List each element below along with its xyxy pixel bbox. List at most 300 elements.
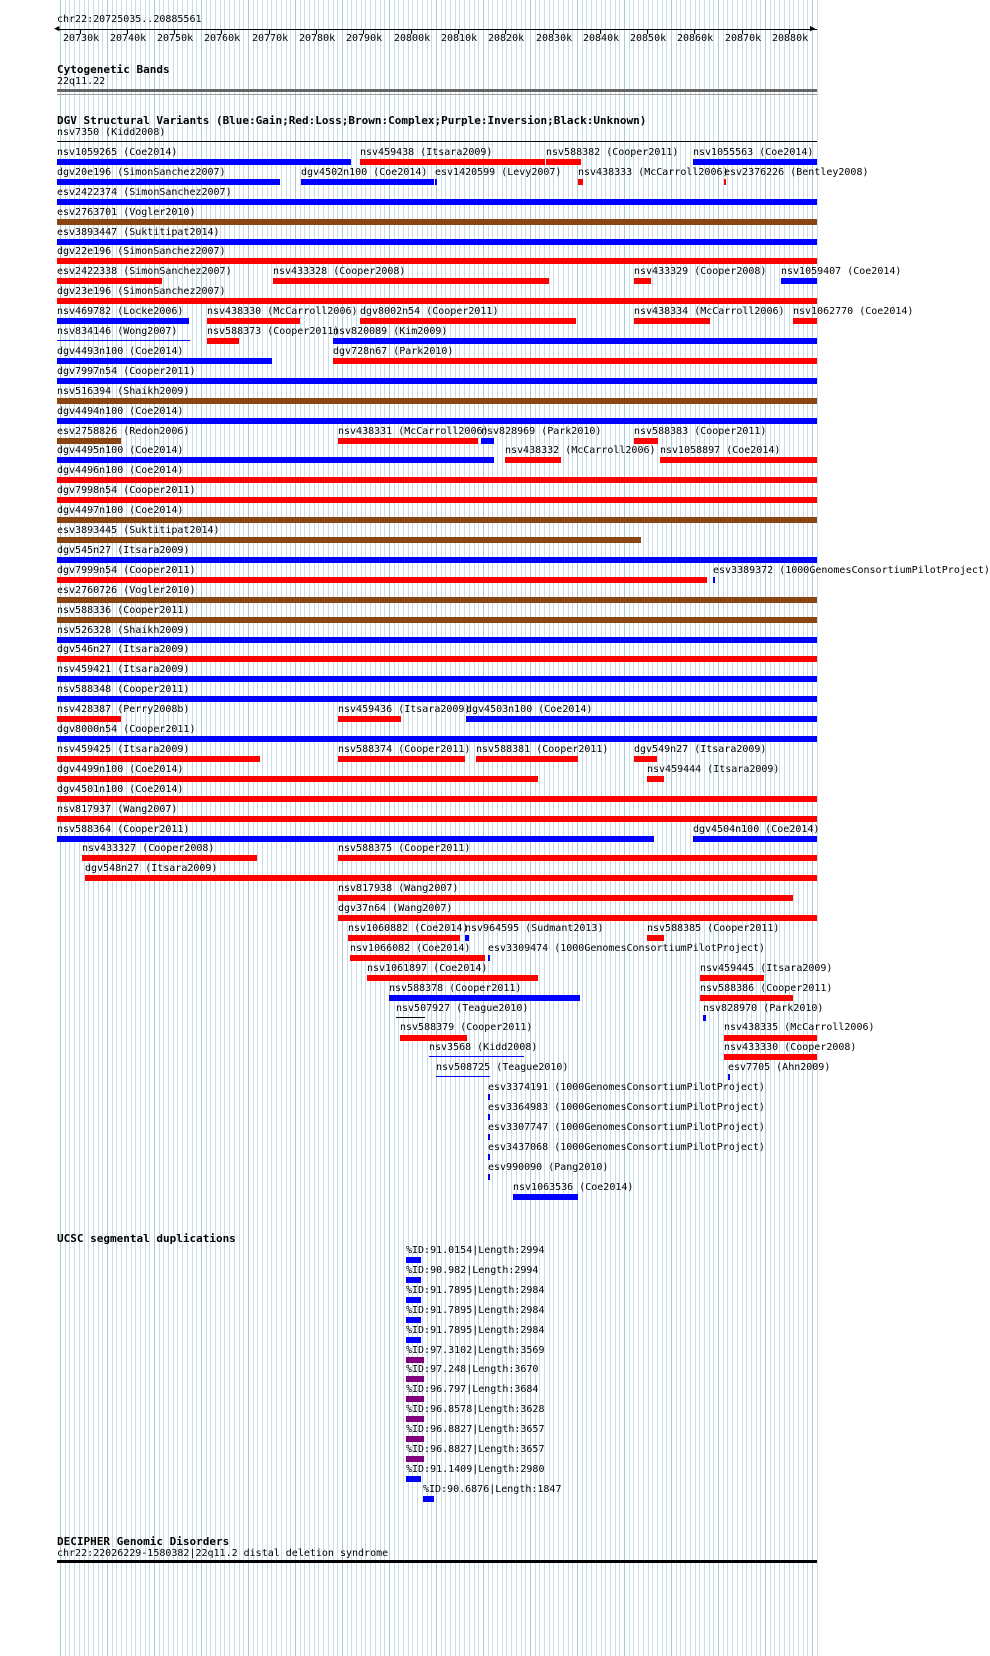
dgv-feature-label[interactable]: nsv507927 (Teague2010) xyxy=(396,1003,529,1014)
dgv-feature-bar[interactable] xyxy=(647,776,664,782)
gridline xyxy=(586,0,587,1656)
dgv-feature-bar[interactable] xyxy=(436,1076,490,1077)
dgv-feature-bar[interactable] xyxy=(724,1035,817,1041)
gridline xyxy=(342,0,343,1656)
dgv-feature-label[interactable]: esv3893447 (Suktitipat2014) xyxy=(57,227,220,238)
ruler-tick-label: 20860k xyxy=(677,33,714,44)
dgv-feature-label[interactable]: dgv549n27 (Itsara2009) xyxy=(634,744,767,755)
segdup-feature-bar[interactable] xyxy=(406,1357,424,1363)
dgv-feature-label[interactable]: nsv817937 (Wang2007) xyxy=(57,804,178,815)
decipher-feature-label[interactable]: chr22:22026229-1580382|22q11.2 distal deletion syndrome xyxy=(57,1548,389,1559)
dgv-feature-label[interactable]: dgv37n64 (Wang2007) xyxy=(338,903,453,914)
dgv-feature-bar[interactable] xyxy=(57,617,817,623)
ruler-tick-label: 20770k xyxy=(252,33,289,44)
dgv-feature-bar[interactable] xyxy=(57,836,654,842)
dgv-feature-bar[interactable] xyxy=(338,915,817,921)
dgv-feature-label[interactable]: dgv548n27 (Itsara2009) xyxy=(85,863,218,874)
dgv-feature-bar[interactable] xyxy=(476,756,578,762)
gridline xyxy=(549,0,550,1656)
dgv-feature-label[interactable]: nsv459425 (Itsara2009) xyxy=(57,744,190,755)
dgv-feature-bar[interactable] xyxy=(207,338,239,344)
segdup-feature-label[interactable]: %ID:96.8578|Length:3628 xyxy=(406,1404,545,1415)
dgv-feature-bar[interactable] xyxy=(57,378,817,384)
gridline xyxy=(328,0,329,1656)
dgv-feature-bar[interactable] xyxy=(57,457,494,463)
dgv-feature-label[interactable]: esv7705 (Ahn2009) xyxy=(728,1062,831,1073)
dgv-feature-bar[interactable] xyxy=(333,358,817,364)
dgv-feature-label[interactable]: nsv1059265 (Coe2014) xyxy=(57,147,178,158)
dgv-feature-bar[interactable] xyxy=(488,955,490,961)
segdup-track-title: UCSC segmental duplications xyxy=(57,1232,236,1245)
segdup-feature-bar[interactable] xyxy=(406,1456,424,1462)
dgv-feature-label[interactable]: nsv588381 (Cooper2011) xyxy=(476,744,609,755)
gridline xyxy=(680,0,681,1656)
dgv-feature-label[interactable]: nsv438335 (McCarroll2006) xyxy=(724,1022,875,1033)
gridline xyxy=(629,0,630,1656)
gridline xyxy=(375,0,376,1656)
gridline xyxy=(333,0,334,1656)
cytoband-bar[interactable] xyxy=(57,89,817,92)
gridline xyxy=(615,0,616,1656)
dgv-feature-label[interactable]: nsv1061897 (Coe2014) xyxy=(367,963,488,974)
dgv-feature-bar[interactable] xyxy=(578,179,583,185)
dgv-feature-bar[interactable] xyxy=(57,340,190,341)
dgv-feature-label[interactable]: nsv588374 (Cooper2011) xyxy=(338,744,471,755)
segdup-feature-label[interactable]: %ID:91.7895|Length:2984 xyxy=(406,1305,545,1316)
segdup-feature-bar[interactable] xyxy=(406,1396,424,1402)
gridline xyxy=(638,0,639,1656)
dgv-feature-bar[interactable] xyxy=(57,477,817,483)
gridline xyxy=(243,0,244,1656)
ruler-tick-label: 20730k xyxy=(63,33,100,44)
gridline xyxy=(309,0,310,1656)
dgv-feature-label[interactable]: esv2758826 (Redon2006) xyxy=(57,426,190,437)
dgv-feature-bar[interactable] xyxy=(57,497,817,503)
dgv-feature-bar[interactable] xyxy=(57,736,817,742)
dgv-feature-bar[interactable] xyxy=(57,537,641,543)
dgv-feature-bar[interactable] xyxy=(338,756,465,762)
dgv-feature-label[interactable]: nsv7350 (Kidd2008) xyxy=(57,127,166,138)
dgv-feature-label[interactable]: nsv828970 (Park2010) xyxy=(703,1003,824,1014)
dgv-feature-label[interactable]: dgv4501n100 (Coe2014) xyxy=(57,784,184,795)
ruler-tick-label: 20760k xyxy=(204,33,241,44)
dgv-feature-label[interactable]: nsv433329 (Cooper2008) xyxy=(634,266,767,277)
gridline xyxy=(610,0,611,1656)
dgv-feature-bar[interactable] xyxy=(338,716,401,722)
dgv-feature-label[interactable]: nsv828969 (Park2010) xyxy=(481,426,602,437)
dgv-feature-label[interactable]: nsv588336 (Cooper2011) xyxy=(57,605,190,616)
segdup-feature-bar[interactable] xyxy=(406,1317,421,1323)
dgv-feature-label[interactable]: dgv4495n100 (Coe2014) xyxy=(57,445,184,456)
gridline xyxy=(394,0,395,1656)
segdup-feature-label[interactable]: %ID:96.8827|Length:3657 xyxy=(406,1424,545,1435)
decipher-feature-bar[interactable] xyxy=(57,1560,817,1563)
dgv-feature-bar[interactable] xyxy=(488,1114,490,1120)
dgv-feature-bar[interactable] xyxy=(57,696,817,702)
gridline xyxy=(652,0,653,1656)
dgv-feature-bar[interactable] xyxy=(57,358,272,364)
dgv-feature-bar[interactable] xyxy=(429,1056,524,1057)
segdup-feature-label[interactable]: %ID:96.797|Length:3684 xyxy=(406,1384,539,1395)
dgv-feature-label[interactable]: dgv4494n100 (Coe2014) xyxy=(57,406,184,417)
dgv-feature-label[interactable]: nsv817938 (Wang2007) xyxy=(338,883,459,894)
segdup-feature-bar[interactable] xyxy=(406,1376,424,1382)
dgv-feature-bar[interactable] xyxy=(338,895,793,901)
dgv-feature-label[interactable]: dgv4497n100 (Coe2014) xyxy=(57,505,184,516)
gridline xyxy=(662,0,663,1656)
dgv-feature-bar[interactable] xyxy=(57,318,189,324)
dgv-feature-label[interactable]: nsv834146 (Wong2007) xyxy=(57,326,178,337)
gridline xyxy=(676,0,677,1656)
dgv-feature-bar[interactable] xyxy=(634,438,658,444)
gridline xyxy=(601,0,602,1656)
dgv-feature-bar[interactable] xyxy=(57,418,817,424)
ruler-left-arrow-icon[interactable]: ◀ xyxy=(54,24,60,34)
dgv-feature-bar[interactable] xyxy=(82,855,257,861)
dgv-feature-label[interactable]: dgv545n27 (Itsara2009) xyxy=(57,545,190,556)
gridline xyxy=(361,0,362,1656)
dgv-feature-bar[interactable] xyxy=(57,438,121,444)
dgv-feature-bar[interactable] xyxy=(301,179,434,185)
dgv-feature-label[interactable]: nsv433330 (Cooper2008) xyxy=(724,1042,857,1053)
gridline xyxy=(295,0,296,1656)
gridline xyxy=(619,0,620,1656)
dgv-feature-bar[interactable] xyxy=(333,338,817,344)
dgv-feature-label[interactable]: nsv964595 (Sudmant2013) xyxy=(465,923,604,934)
dgv-feature-label[interactable]: dgv8002n54 (Cooper2011) xyxy=(360,306,499,317)
segdup-feature-label[interactable]: %ID:90.982|Length:2994 xyxy=(406,1265,539,1276)
gridline xyxy=(403,0,404,1656)
segdup-feature-label[interactable]: %ID:97.248|Length:3670 xyxy=(406,1364,539,1375)
dgv-feature-label[interactable]: esv3374191 (1000GenomesConsortiumPilotProject) xyxy=(488,1082,765,1093)
dgv-feature-label[interactable]: nsv588348 (Cooper2011) xyxy=(57,684,190,695)
dgv-feature-label[interactable]: esv3389372 (1000GenomesConsortiumPilotProject) xyxy=(713,565,990,576)
dgv-feature-bar[interactable] xyxy=(57,716,121,722)
gridline xyxy=(229,0,230,1656)
dgv-feature-bar[interactable] xyxy=(781,278,817,284)
gridline xyxy=(271,0,272,1656)
gridline xyxy=(239,0,240,1656)
gridline xyxy=(276,0,277,1656)
gridline xyxy=(380,0,381,1656)
ruler-tick-label: 20870k xyxy=(725,33,762,44)
dgv-feature-label[interactable]: nsv508725 (Teague2010) xyxy=(436,1062,569,1073)
dgv-feature-bar[interactable] xyxy=(57,756,260,762)
dgv-feature-bar[interactable] xyxy=(488,1134,490,1140)
dgv-feature-bar[interactable] xyxy=(57,517,817,523)
segdup-feature-bar[interactable] xyxy=(406,1436,424,1442)
dgv-feature-label[interactable]: dgv546n27 (Itsara2009) xyxy=(57,644,190,655)
dgv-feature-bar[interactable] xyxy=(360,318,576,324)
dgv-feature-label[interactable]: dgv4503n100 (Coe2014) xyxy=(466,704,593,715)
dgv-feature-bar[interactable] xyxy=(57,637,817,643)
gridline xyxy=(657,0,658,1656)
ruler-tick-label: 20790k xyxy=(346,33,383,44)
dgv-feature-bar[interactable] xyxy=(57,398,817,404)
dgv-feature-label[interactable]: nsv588386 (Cooper2011) xyxy=(700,983,833,994)
dgv-feature-bar[interactable] xyxy=(389,995,580,1001)
ruler-tick-label: 20780k xyxy=(299,33,336,44)
dgv-feature-label[interactable]: nsv433328 (Cooper2008) xyxy=(273,266,406,277)
dgv-feature-label[interactable]: dgv4502n100 (Coe2014) xyxy=(301,167,428,178)
ruler-tick-label: 20830k xyxy=(536,33,573,44)
dgv-feature-bar[interactable] xyxy=(488,1174,490,1180)
dgv-feature-bar[interactable] xyxy=(57,298,817,304)
dgv-feature-bar[interactable] xyxy=(793,318,817,324)
dgv-feature-bar[interactable] xyxy=(466,716,817,722)
dgv-feature-label[interactable]: nsv526328 (Shaikh2009) xyxy=(57,625,190,636)
dgv-feature-bar[interactable] xyxy=(57,557,817,563)
segdup-feature-bar[interactable] xyxy=(406,1476,421,1482)
segdup-feature-label[interactable]: %ID:91.7895|Length:2984 xyxy=(406,1285,545,1296)
segdup-feature-label[interactable]: %ID:90.6876|Length:1847 xyxy=(423,1484,562,1495)
dgv-feature-label[interactable]: nsv1063536 (Coe2014) xyxy=(513,1182,634,1193)
dgv-feature-bar[interactable] xyxy=(693,159,817,165)
dgv-feature-bar[interactable] xyxy=(57,656,817,662)
dgv-feature-bar[interactable] xyxy=(513,1194,578,1200)
dgv-feature-bar[interactable] xyxy=(546,159,581,165)
dgv-feature-bar[interactable] xyxy=(57,796,817,802)
dgv-feature-bar[interactable] xyxy=(348,935,460,941)
dgv-feature-label[interactable]: dgv4496n100 (Coe2014) xyxy=(57,465,184,476)
dgv-feature-label[interactable]: esv2760726 (Vogler2010) xyxy=(57,585,196,596)
gridline xyxy=(286,0,287,1656)
dgv-feature-bar[interactable] xyxy=(57,816,817,822)
dgv-feature-label[interactable]: nsv459436 (Itsara2009) xyxy=(338,704,471,715)
gridline xyxy=(605,0,606,1656)
track-divider xyxy=(57,94,817,95)
gridline xyxy=(370,0,371,1656)
dgv-feature-bar[interactable] xyxy=(724,1054,817,1060)
dgv-feature-label[interactable]: nsv588375 (Cooper2011) xyxy=(338,843,471,854)
dgv-feature-label[interactable]: dgv4504n100 (Coe2014) xyxy=(693,824,820,835)
segdup-feature-bar[interactable] xyxy=(423,1496,434,1502)
dgv-feature-bar[interactable] xyxy=(85,875,817,881)
dgv-feature-label[interactable]: nsv459444 (Itsara2009) xyxy=(647,764,780,775)
dgv-feature-label[interactable]: nsv588385 (Cooper2011) xyxy=(647,923,780,934)
gridline xyxy=(304,0,305,1656)
dgv-feature-label[interactable]: dgv7999n54 (Cooper2011) xyxy=(57,565,196,576)
gridline xyxy=(257,0,258,1656)
dgv-feature-label[interactable]: dgv4493n100 (Coe2014) xyxy=(57,346,184,357)
dgv-feature-label[interactable]: nsv588364 (Cooper2011) xyxy=(57,824,190,835)
dgv-feature-bar[interactable] xyxy=(360,159,545,165)
dgv-feature-bar[interactable] xyxy=(660,457,817,463)
dgv-feature-label[interactable]: nsv1066082 (Coe2014) xyxy=(350,943,471,954)
dgv-feature-bar[interactable] xyxy=(57,278,162,284)
dgv-feature-label[interactable]: dgv23e196 (SimonSanchez2007) xyxy=(57,286,226,297)
gridline xyxy=(671,0,672,1656)
dgv-feature-label[interactable]: nsv1055563 (Coe2014) xyxy=(693,147,814,158)
gridline xyxy=(563,0,564,1656)
dgv-feature-bar[interactable] xyxy=(57,219,817,225)
dgv-feature-bar[interactable] xyxy=(338,855,817,861)
segdup-feature-label[interactable]: %ID:91.0154|Length:2994 xyxy=(406,1245,545,1256)
gridline xyxy=(633,0,634,1656)
dgv-feature-bar[interactable] xyxy=(57,676,817,682)
dgv-feature-label[interactable]: nsv516394 (Shaikh2009) xyxy=(57,386,190,397)
dgv-feature-bar[interactable] xyxy=(400,1035,467,1041)
dgv-feature-bar[interactable] xyxy=(700,995,793,1001)
gridline xyxy=(643,0,644,1656)
dgv-feature-bar[interactable] xyxy=(57,577,707,583)
dgv-feature-bar[interactable] xyxy=(634,756,657,762)
dgv-feature-label[interactable]: dgv728n67 (Park2010) xyxy=(333,346,454,357)
dgv-feature-bar[interactable] xyxy=(693,836,817,842)
gridline xyxy=(318,0,319,1656)
decipher-track-title: DECIPHER Genomic Disorders xyxy=(57,1535,230,1548)
dgv-feature-bar[interactable] xyxy=(57,179,280,185)
dgv-feature-label[interactable]: nsv438332 (McCarroll2006) xyxy=(505,445,656,456)
dgv-track-title: DGV Structural Variants (Blue:Gain;Red:Loss;Brown:Complex;Purple:Inversion;Black:Unknown) xyxy=(57,114,647,127)
ruler-axis-line xyxy=(57,29,817,30)
dgv-feature-bar[interactable] xyxy=(338,438,478,444)
segdup-feature-label[interactable]: %ID:96.8827|Length:3657 xyxy=(406,1444,545,1455)
dgv-feature-bar[interactable] xyxy=(207,318,300,324)
dgv-feature-label[interactable]: nsv438330 (McCarroll2006) xyxy=(207,306,358,317)
dgv-feature-bar[interactable] xyxy=(505,457,561,463)
dgv-feature-label[interactable]: nsv588379 (Cooper2011) xyxy=(400,1022,533,1033)
dgv-feature-bar[interactable] xyxy=(634,318,710,324)
gridline xyxy=(248,0,249,1656)
gridline xyxy=(300,0,301,1656)
dgv-feature-bar[interactable] xyxy=(350,955,485,961)
segdup-feature-label[interactable]: %ID:91.7895|Length:2984 xyxy=(406,1325,545,1336)
dgv-feature-label[interactable]: nsv438334 (McCarroll2006) xyxy=(634,306,785,317)
gridline xyxy=(365,0,366,1656)
gridline xyxy=(582,0,583,1656)
dgv-feature-label[interactable]: nsv459445 (Itsara2009) xyxy=(700,963,833,974)
gridline xyxy=(591,0,592,1656)
gridline xyxy=(690,0,691,1656)
dgv-feature-bar[interactable] xyxy=(57,258,817,264)
dgv-feature-bar[interactable] xyxy=(724,179,726,185)
dgv-feature-bar[interactable] xyxy=(488,1154,490,1160)
dgv-feature-label[interactable]: esv3309474 (1000GenomesConsortiumPilotProject) xyxy=(488,943,765,954)
dgv-feature-label[interactable]: dgv7998n54 (Cooper2011) xyxy=(57,485,196,496)
ruler-tick-label: 20800k xyxy=(394,33,431,44)
dgv-feature-bar[interactable] xyxy=(57,159,351,165)
dgv-feature-label[interactable]: nsv3568 (Kidd2008) xyxy=(429,1042,538,1053)
dgv-feature-bar[interactable] xyxy=(700,975,764,981)
dgv-feature-bar[interactable] xyxy=(488,1094,490,1100)
dgv-feature-label[interactable]: esv1420599 (Levy2007) xyxy=(435,167,562,178)
segdup-feature-label[interactable]: %ID:97.3102|Length:3569 xyxy=(406,1345,545,1356)
dgv-feature-label[interactable]: esv990090 (Pang2010) xyxy=(488,1162,609,1173)
ruler-tick-label: 20840k xyxy=(583,33,620,44)
dgv-feature-bar[interactable] xyxy=(57,597,817,603)
dgv-feature-label[interactable]: dgv7997n54 (Cooper2011) xyxy=(57,366,196,377)
region-label: chr22:20725035..20885561 xyxy=(57,14,202,25)
gridline xyxy=(262,0,263,1656)
dgv-feature-bar[interactable] xyxy=(57,141,817,142)
ruler-tick-label: 20880k xyxy=(772,33,809,44)
segdup-feature-bar[interactable] xyxy=(406,1297,421,1303)
gridline xyxy=(323,0,324,1656)
dgv-feature-label[interactable]: esv2422374 (SimonSanchez2007) xyxy=(57,187,232,198)
dgv-feature-label[interactable]: esv2376226 (Bentley2008) xyxy=(724,167,869,178)
dgv-feature-bar[interactable] xyxy=(273,278,549,284)
dgv-feature-label[interactable]: nsv588382 (Cooper2011) xyxy=(546,147,679,158)
dgv-feature-label[interactable]: dgv20e196 (SimonSanchez2007) xyxy=(57,167,226,178)
dgv-feature-label[interactable]: nsv438333 (McCarroll2006) xyxy=(578,167,729,178)
segdup-feature-bar[interactable] xyxy=(406,1416,424,1422)
gridline xyxy=(624,0,625,1656)
gridline xyxy=(281,0,282,1656)
gridline xyxy=(253,0,254,1656)
gridline xyxy=(648,0,649,1656)
gridline xyxy=(398,0,399,1656)
ruler-tick-label: 20740k xyxy=(110,33,147,44)
dgv-feature-label[interactable]: nsv1058897 (Coe2014) xyxy=(660,445,781,456)
dgv-feature-bar[interactable] xyxy=(57,776,538,782)
gridline xyxy=(568,0,569,1656)
dgv-feature-label[interactable]: nsv1062770 (Coe2014) xyxy=(793,306,914,317)
dgv-feature-label[interactable]: nsv459438 (Itsara2009) xyxy=(360,147,493,158)
dgv-feature-bar[interactable] xyxy=(647,935,664,941)
dgv-feature-bar[interactable] xyxy=(57,199,817,205)
gridline xyxy=(337,0,338,1656)
dgv-feature-label[interactable]: nsv588373 (Cooper2011) xyxy=(207,326,340,337)
dgv-feature-label[interactable]: nsv820089 (Kim2009) xyxy=(333,326,448,337)
dgv-feature-label[interactable]: nsv438331 (McCarroll2006) xyxy=(338,426,489,437)
ruler-right-arrow-icon[interactable]: ▶ xyxy=(810,24,816,34)
dgv-feature-label[interactable]: nsv459421 (Itsara2009) xyxy=(57,664,190,675)
ruler-tick-label: 20750k xyxy=(157,33,194,44)
dgv-feature-label[interactable]: esv3364983 (1000GenomesConsortiumPilotProject) xyxy=(488,1102,765,1113)
dgv-feature-label[interactable]: dgv8000n54 (Cooper2011) xyxy=(57,724,196,735)
dgv-feature-label[interactable]: esv2422338 (SimonSanchez2007) xyxy=(57,266,232,277)
dgv-feature-label[interactable]: esv3307747 (1000GenomesConsortiumPilotProject) xyxy=(488,1122,765,1133)
gridline xyxy=(351,0,352,1656)
dgv-feature-bar[interactable] xyxy=(396,1017,425,1018)
ruler-tick-label: 20850k xyxy=(630,33,667,44)
dgv-feature-label[interactable]: nsv469782 (Locke2006) xyxy=(57,306,184,317)
segdup-feature-bar[interactable] xyxy=(406,1277,421,1283)
dgv-feature-bar[interactable] xyxy=(465,935,469,941)
gridline xyxy=(267,0,268,1656)
dgv-feature-label[interactable]: esv3893445 (Suktitipat2014) xyxy=(57,525,220,536)
gridline xyxy=(384,0,385,1656)
dgv-feature-bar[interactable] xyxy=(634,278,651,284)
dgv-feature-label[interactable]: nsv588383 (Cooper2011) xyxy=(634,426,767,437)
segdup-feature-bar[interactable] xyxy=(406,1257,421,1263)
dgv-feature-label[interactable]: nsv1060882 (Coe2014) xyxy=(348,923,469,934)
dgv-feature-bar[interactable] xyxy=(713,577,715,583)
dgv-feature-label[interactable]: dgv4499n100 (Coe2014) xyxy=(57,764,184,775)
ruler-tick-label: 20820k xyxy=(488,33,525,44)
gridline xyxy=(347,0,348,1656)
dgv-feature-label[interactable]: nsv428387 (Perry2008b) xyxy=(57,704,190,715)
dgv-feature-bar[interactable] xyxy=(57,239,817,245)
dgv-feature-bar[interactable] xyxy=(703,1015,706,1021)
dgv-feature-label[interactable]: esv2763701 (Vogler2010) xyxy=(57,207,196,218)
dgv-feature-label[interactable]: esv3437068 (1000GenomesConsortiumPilotProject) xyxy=(488,1142,765,1153)
gridline xyxy=(596,0,597,1656)
segdup-feature-label[interactable]: %ID:91.1409|Length:2980 xyxy=(406,1464,545,1475)
dgv-feature-label[interactable]: nsv588378 (Cooper2011) xyxy=(389,983,522,994)
dgv-feature-label[interactable]: nsv433327 (Cooper2008) xyxy=(82,843,215,854)
segdup-feature-bar[interactable] xyxy=(406,1337,421,1343)
dgv-feature-bar[interactable] xyxy=(435,179,437,185)
gridline xyxy=(389,0,390,1656)
dgv-feature-label[interactable]: dgv22e196 (SimonSanchez2007) xyxy=(57,246,226,257)
gridline xyxy=(666,0,667,1656)
dgv-feature-label[interactable]: nsv1059407 (Coe2014) xyxy=(781,266,902,277)
dgv-feature-bar[interactable] xyxy=(367,975,538,981)
dgv-feature-bar[interactable] xyxy=(728,1074,730,1080)
dgv-feature-bar[interactable] xyxy=(481,438,494,444)
